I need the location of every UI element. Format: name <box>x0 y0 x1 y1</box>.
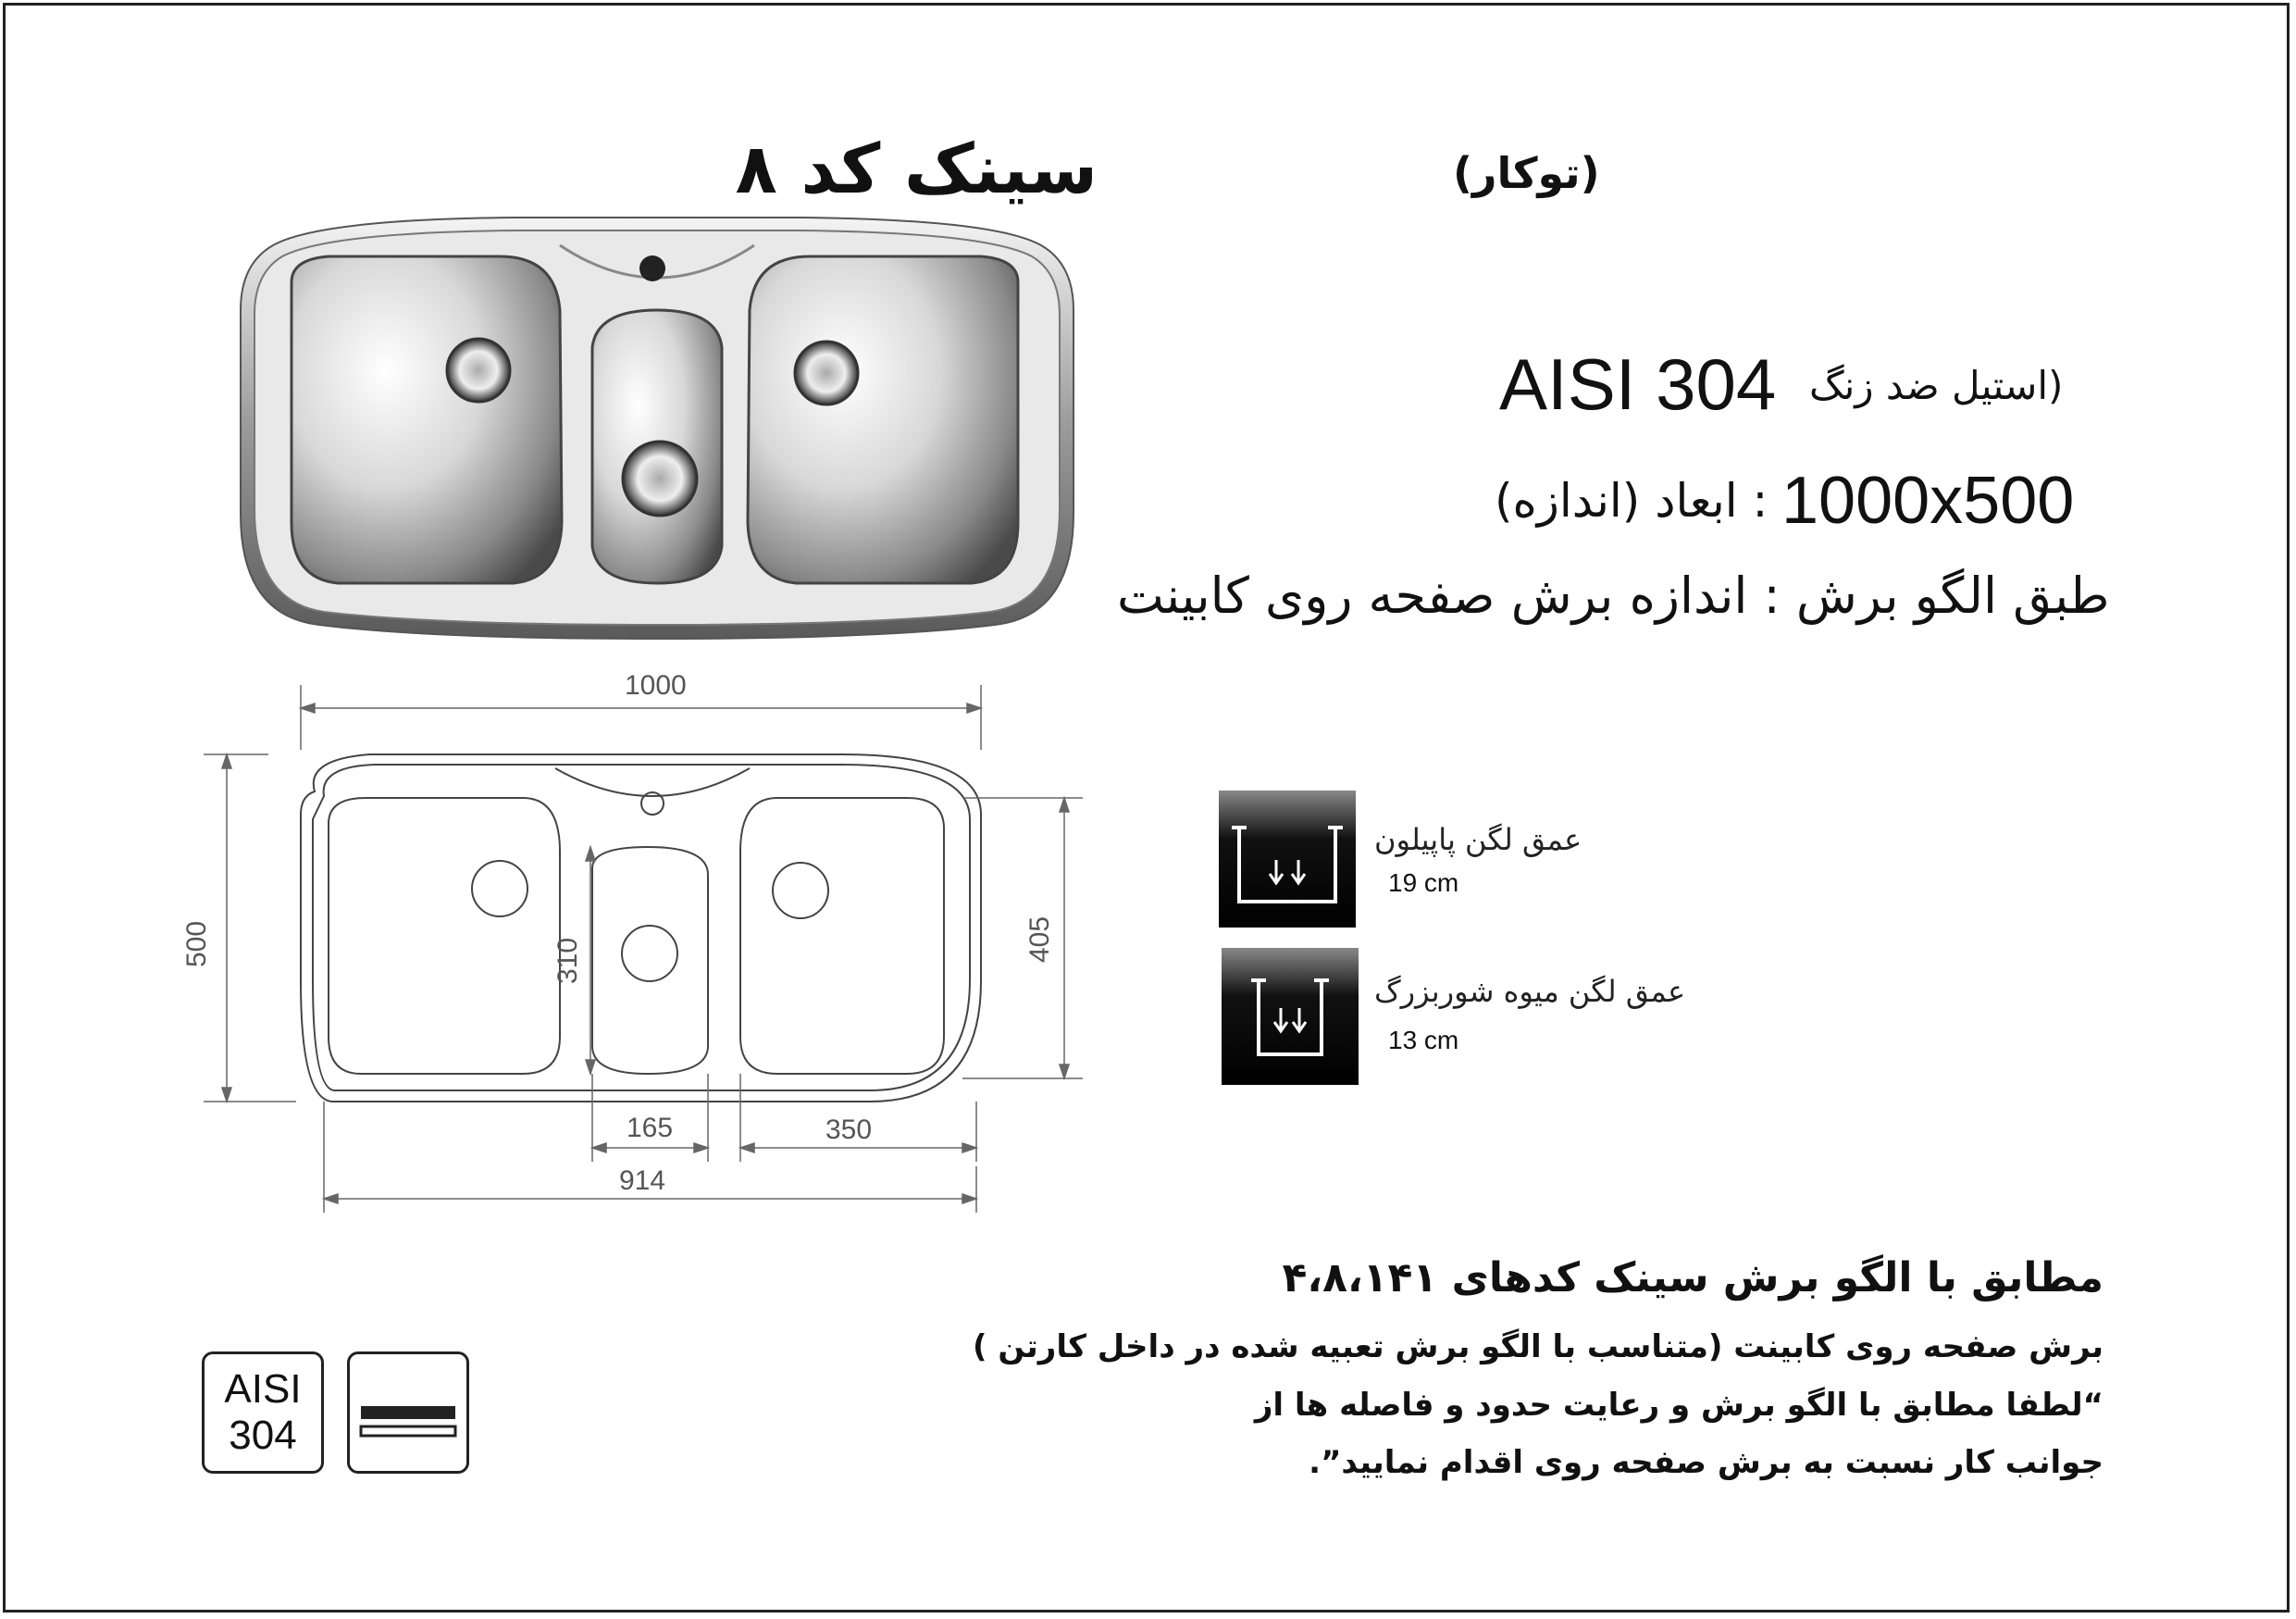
thickness-icon <box>347 1351 469 1474</box>
dim-bottom-width-label: 914 <box>618 1165 666 1196</box>
aisi-badge-line2: 304 <box>229 1413 297 1458</box>
material-grade: AISI 304 <box>1499 343 1777 425</box>
match-line-1: برش صفحه روی کابینت (متناسب با الگو برش تعبیه شده در داخل کارتن ) <box>973 1328 2104 1365</box>
dimensions-label: : ابعاد (اندازه) <box>1495 474 1769 528</box>
dim-large-bowl-width-label: 350 <box>825 1115 873 1145</box>
match-line-2: “لطفا مطابق با الگو برش و رعایت حدود و فاصله ها از <box>1254 1387 2104 1424</box>
dimensions-value: 1000x500 <box>1781 464 2075 538</box>
aisi-badge-line1: AISI <box>224 1366 302 1412</box>
dim-inner-height-label: 405 <box>1024 915 1055 964</box>
aisi-badge <box>202 1351 324 1474</box>
match-line-3: جوانب کار نسبت به برش صفحه روی اقدام نمایید”. <box>1309 1444 2104 1481</box>
cutout-note: طبق الگو برش : اندازه برش صفحه روی کابینت <box>1117 567 2110 625</box>
dim-small-bowl-width-label: 165 <box>626 1113 674 1143</box>
dim-height-label: 500 <box>181 920 212 968</box>
sink-photo <box>236 208 1078 643</box>
dim-width-label: 1000 <box>625 670 687 701</box>
depth-value-2: 13 cm <box>1388 1026 1459 1054</box>
depth-value-1: 19 cm <box>1388 868 1459 897</box>
basin-depth-icon <box>1219 791 1356 928</box>
dim-small-bowl-height-label: 310 <box>552 937 583 985</box>
product-title: سینک کد ۸ <box>735 130 1098 209</box>
depth-label-2: عمق لگن میوه شوربزرگ <box>1374 974 1686 1009</box>
basin-depth-icon <box>1222 948 1359 1085</box>
mount-type: (توکار) <box>1453 148 1600 198</box>
material-label: (استیل ضد زنگ <box>1809 363 2064 408</box>
match-title: مطابق با الگو برش سینک کدهای ۴،۸،۱۴۱ <box>1282 1254 2104 1301</box>
depth-label-1: عمق لگن پاپیلون <box>1374 822 1582 857</box>
technical-drawing <box>167 666 1092 1240</box>
